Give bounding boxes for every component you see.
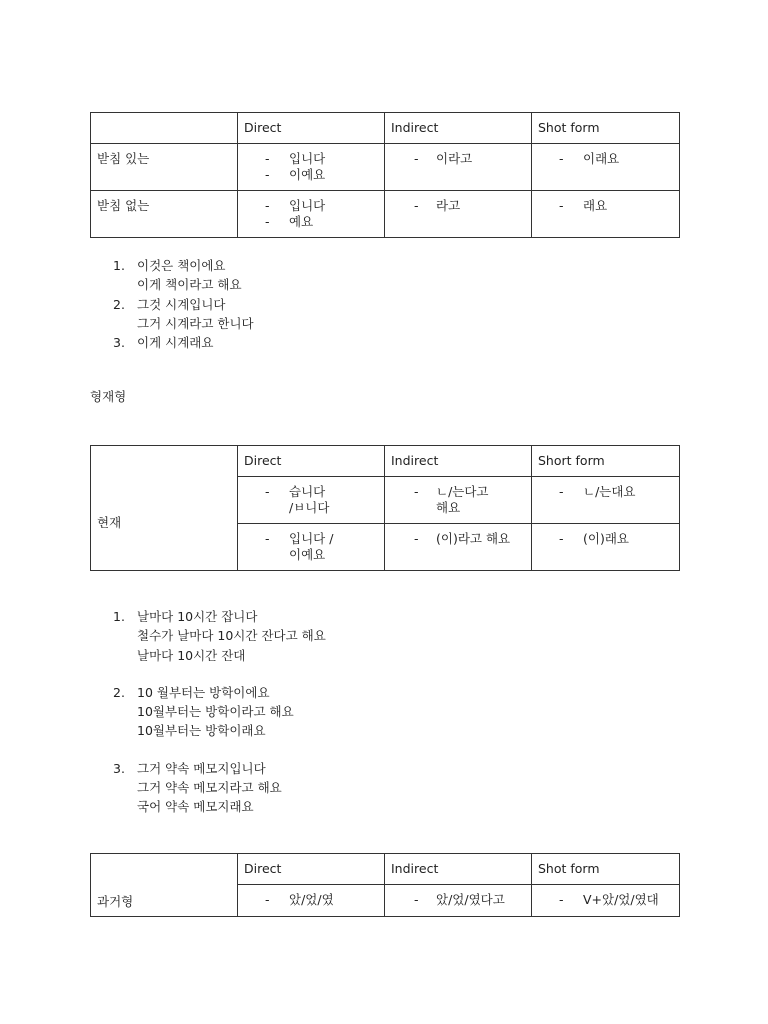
table-header-indirect: Indirect [385,113,532,144]
short-form-cell [532,524,680,571]
item-number: 1. [113,258,125,273]
table-header-short-form: Short form [532,446,680,477]
row-label-present: 현재 [91,446,238,571]
short-form-cell [532,885,680,917]
table-row [91,191,680,238]
example-line: 그것 시계입니다 [137,296,226,312]
direct-cell [238,885,385,917]
indirect-cell [385,191,532,238]
example-list-1 [113,256,254,352]
list-item [113,759,326,817]
row-label: 받침 없는 [91,191,238,238]
item-number: 2. [113,296,125,312]
list-item [113,607,326,665]
table-header-empty [91,113,238,144]
example-line: 이게 시계래요 [137,335,214,351]
list-item: - 이라고 [414,151,525,167]
item-text: ㄴ/는다고 [436,484,489,499]
table-header-direct: Direct [238,113,385,144]
table-header-direct: Direct [238,854,385,885]
example-line: 10월부터는 방학이래요 [137,723,266,739]
table-header-direct: Direct [238,446,385,477]
indirect-cell [385,144,532,191]
table-speech-forms-1 [90,112,680,238]
item-text: 습니다 [289,484,326,499]
example-line: 그거 약속 메모지입니다 [137,760,266,776]
indirect-cell [385,477,532,524]
list-item [265,484,378,516]
item-text: 입니다 / [289,531,334,546]
direct-cell [238,144,385,191]
row-label: 받침 있는 [91,144,238,191]
short-form-cell [532,477,680,524]
indirect-cell [385,524,532,571]
list-item: - ㄴ/는대요 [559,484,673,500]
list-item [113,683,326,741]
list-item [414,484,525,516]
list-item: - (이)라고 해요 [414,531,525,547]
list-item: - (이)래요 [559,531,673,547]
list-item: - 입니다 [265,198,378,214]
short-form-cell [532,191,680,238]
list-item: - 래요 [559,198,673,214]
table-row [91,144,680,191]
example-line: 날마다 10시간 잡니다 [137,609,258,624]
table-past-tense [90,853,680,917]
example-list-2 [113,607,326,817]
list-item: - 라고 [414,198,525,214]
short-form-cell [532,144,680,191]
list-item: - 이래요 [559,151,673,167]
example-line: 이게 책이라고 해요 [137,277,242,293]
example-line: 10월부터는 방학이라고 해요 [137,704,294,720]
table-present-tense [90,445,680,571]
indirect-cell [385,885,532,917]
example-line: 철수가 날마다 10시간 잔다고 해요 [137,628,326,644]
example-line: 10 월부터는 방학이에요 [137,684,270,700]
list-item: - 입니다 [265,151,378,167]
list-item: - 이예요 [265,167,378,183]
example-line: 이것은 책이에요 [137,258,226,273]
list-item [265,531,378,563]
table-header-indirect: Indirect [385,446,532,477]
item-number: 1. [113,609,125,624]
section-heading: 형재형 [90,389,127,404]
example-line: 그거 시계라고 한니다 [137,315,254,331]
list-item [113,256,254,295]
table-header-indirect: Indirect [385,854,532,885]
list-item [113,295,254,334]
table-header-short-form: Shot form [532,113,680,144]
list-item: - V+았/었/였대 [559,892,673,908]
row-label-past: 과거형 [91,854,238,917]
direct-cell [238,477,385,524]
example-line: 국어 약속 메모지래요 [137,799,254,815]
list-item: - 았/었/였 [265,892,378,908]
example-line: 날마다 10시간 잔대 [137,647,246,663]
item-text: 해요 [436,500,461,515]
table-header-short-form: Shot form [532,854,680,885]
item-number: 3. [113,760,125,776]
list-item [113,333,254,352]
item-number: 2. [113,684,125,700]
item-number: 3. [113,335,125,351]
item-text: 이예요 [289,547,326,562]
item-text: /ㅂ니다 [289,500,330,515]
list-item: - 았/었/였다고 [414,892,525,908]
list-item: - 예요 [265,214,378,230]
example-line: 그거 약속 메모지라고 해요 [137,780,282,796]
direct-cell [238,524,385,571]
direct-cell [238,191,385,238]
